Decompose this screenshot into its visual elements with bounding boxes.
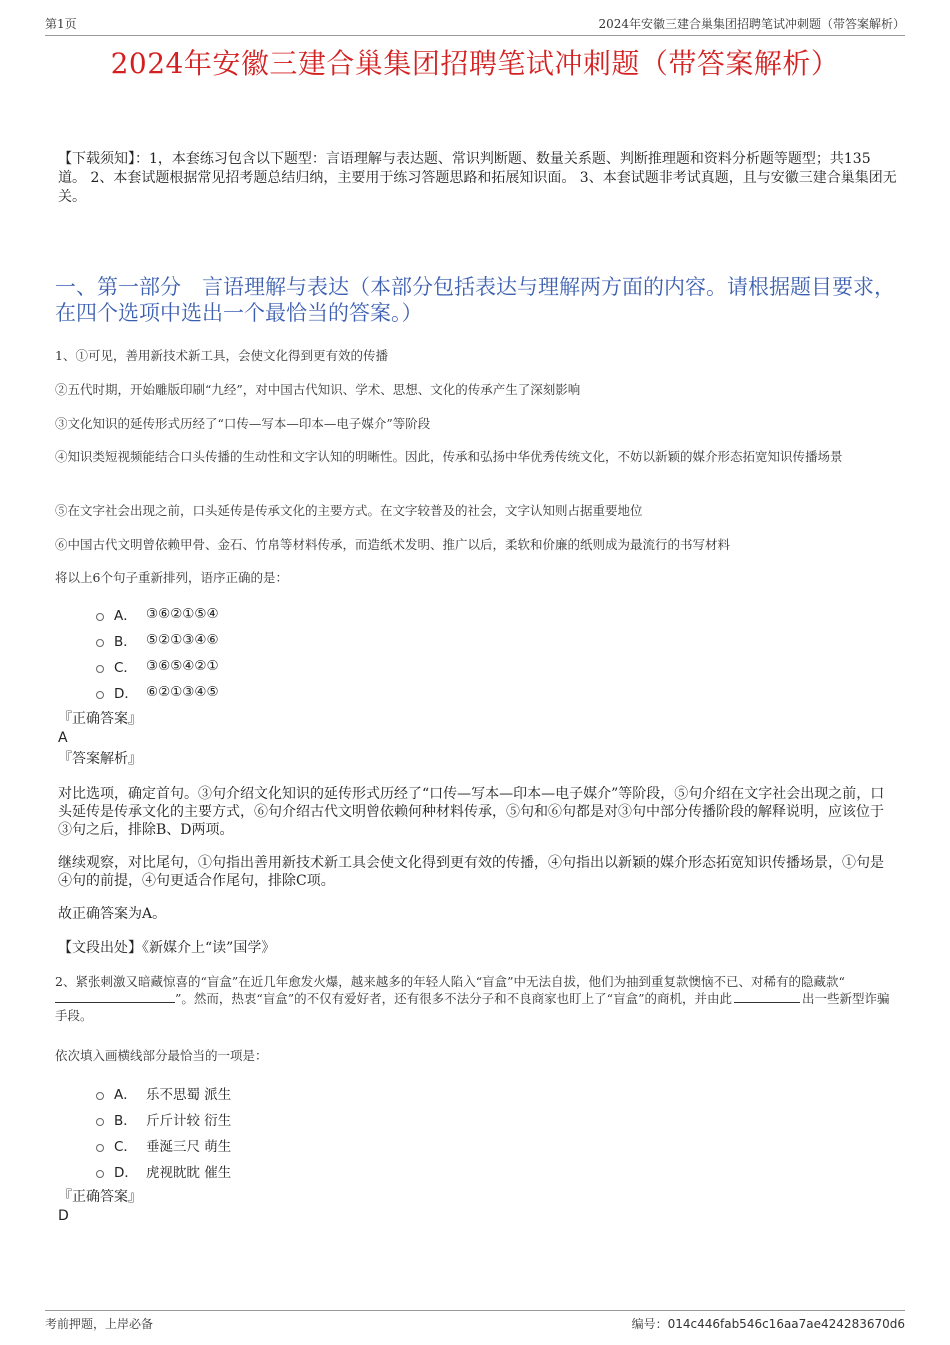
q1-analysis-3: 故正确答案为A。 <box>58 906 167 922</box>
q2-option-a[interactable]: A． 乐不思蜀 派生 <box>96 1080 231 1106</box>
q1-analysis-2: 继续观察，对比尾句，①句指出善用新技术新工具会使文化得到更有效的传播，④句指出以新颖的媒介形态拓宽知识传播场景，①句是④句的前提，④句更适合作尾句，排除C项。 <box>58 855 884 889</box>
radio-icon[interactable] <box>96 639 104 647</box>
q1-answer-label: 『正确答案』 <box>58 711 142 727</box>
radio-icon[interactable] <box>96 665 104 673</box>
q2-prompt: 依次填入画横线部分最恰当的一项是： <box>55 1048 268 1063</box>
header-doc-title: 2024年安徽三建合巢集团招聘笔试冲刺题（带答案解析） <box>598 17 905 31</box>
q2-answer: D <box>58 1208 69 1224</box>
q1-option-c[interactable]: C． ③⑥⑤④②① <box>96 653 219 679</box>
q1-line-5: ⑤在文字社会出现之前，口头延传是传承文化的主要方式。在文字较普及的社会，文字认知则占据重要地位 <box>55 503 643 518</box>
q1-line-4: ④知识类短视频能结合口头传播的生动性和文字认知的明晰性。因此，传承和弘扬中华优秀传统文化，不妨以新颖的媒介形态拓宽知识传播场景 <box>55 449 843 464</box>
q1-option-d[interactable]: D． ⑥②①③④⑤ <box>96 679 219 705</box>
radio-icon[interactable] <box>96 1170 104 1178</box>
footer-slogan: 考前押题，上岸必备 <box>45 1317 154 1331</box>
q2-answer-label: 『正确答案』 <box>58 1189 142 1205</box>
q1-line-1: 1、①可见，善用新技术新工具，会使文化得到更有效的传播 <box>55 348 388 363</box>
q1-line-6: ⑥中国古代文明曾依赖甲骨、金石、竹帛等材料传承，而造纸术发明、推广以后，柔软和价廉的纸则成为最流行的书写材料 <box>55 537 731 552</box>
q1-option-a[interactable]: A． ③⑥②①⑤④ <box>96 601 219 627</box>
blank-2 <box>734 990 800 1003</box>
radio-icon[interactable] <box>96 1144 104 1152</box>
page-footer <box>45 1310 905 1332</box>
q1-prompt: 将以上6个句子重新排列，语序正确的是： <box>55 570 288 585</box>
page-header <box>45 12 905 36</box>
q2-option-b[interactable]: B． 斤斤计较 衍生 <box>96 1106 231 1132</box>
section-title: 一、第一部分 言语理解与表达（本部分包括表达与理解两方面的内容。请根据题目要求，在四个选项中选出一个最恰当的答案。） <box>55 275 895 325</box>
q1-line-2: ②五代时期，开始雕版印刷“九经”，对中国古代知识、学术、思想、文化的传承产生了深刻影响 <box>55 382 581 397</box>
radio-icon[interactable] <box>96 691 104 699</box>
radio-icon[interactable] <box>96 1118 104 1126</box>
q1-source: 【文段出处】《新媒介上“读”国学》 <box>58 940 276 956</box>
q2-option-c[interactable]: C． 垂涎三尺 萌生 <box>96 1132 231 1158</box>
q1-analysis-label: 『答案解析』 <box>58 751 142 767</box>
document-title: 2024年安徽三建合巢集团招聘笔试冲刺题（带答案解析） <box>110 47 840 80</box>
radio-icon[interactable] <box>96 613 104 621</box>
q1-options <box>96 601 219 705</box>
footer-code: 编号：014c446fab546c16aa7ae424283670d6 <box>631 1317 905 1331</box>
q1-analysis-1: 对比选项，确定首句。③句介绍文化知识的延传形式历经了“口传—写本—印本—电子媒介”等阶段，⑤句介绍在文字社会出现之前，口头延传是传承文化的主要方式，⑥句介绍古代文明曾依赖何种材料传承，⑤句和⑥句都是对③句中部分传播阶段的解释说明，应该位于③句之后，排除B、D两项。 <box>58 786 885 838</box>
download-notice: 【下载须知】：1，本套练习包含以下题型：言语理解与表达题、常识判断题、数量关系题、判断推理题和资料分析题等题型；共135道。 2、本套试题根据常见招考题总结归纳，主要用于练习答题思路和拓展知识面。 3、本套试题非考试真题，且与安徽三建合巢集团无关。 <box>58 151 897 205</box>
page-number: 第1页 <box>45 17 77 31</box>
q2-stem: 2、紧张刺激又暗藏惊喜的“盲盒”在近几年愈发火爆，越来越多的年轻人陷入“盲盒”中无法自拔，他们为抽到重复款懊恼不已、对稀有的隐藏款“”。然而，热衷“盲盒”的不仅有爱好者，还有很多不法分子和不良商家也盯上了“盲盒”的商机，并由此 出一些新型诈骗手段。 <box>55 974 890 1023</box>
blank-1 <box>55 990 175 1003</box>
q2-option-d[interactable]: D． 虎视眈眈 催生 <box>96 1158 231 1184</box>
q1-option-b[interactable]: B． ⑤②①③④⑥ <box>96 627 219 653</box>
q2-options <box>96 1080 231 1184</box>
q1-answer: A <box>58 730 68 746</box>
q1-line-3: ③文化知识的延传形式历经了“口传—写本—印本—电子媒介”等阶段 <box>55 416 431 431</box>
radio-icon[interactable] <box>96 1092 104 1100</box>
